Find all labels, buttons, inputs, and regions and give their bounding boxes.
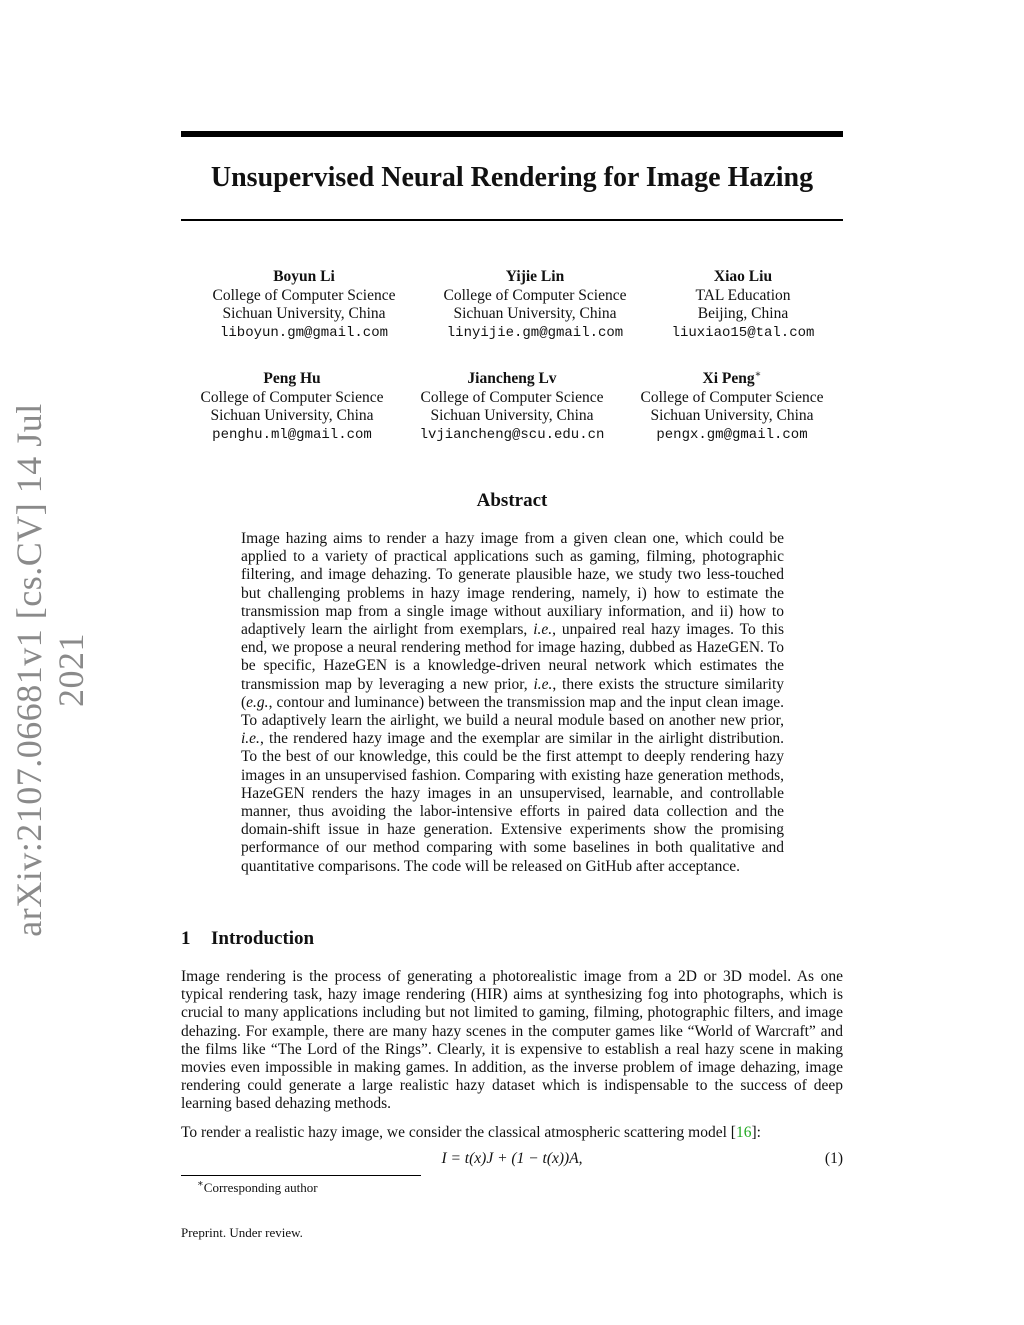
- abstract-body: [241, 530, 784, 876]
- abstract-italic: i.e.: [533, 675, 553, 693]
- title-rule-top: [181, 131, 843, 137]
- author-affiliation: College of Computer Science: [200, 388, 384, 406]
- equation-1: [181, 1150, 843, 1170]
- abstract-text: , unpaired real hazy images. To this end, we propose a neural rendering method for image hazing, dubbed as HazeGEN. To be specific, HazeGEN is a knowledge-driven neural network which estimates the transmission map by leveraging a new prior,: [241, 621, 784, 693]
- author-email: penghu.ml@gmail.com: [212, 426, 372, 443]
- abstract-italic: e.g.: [246, 693, 269, 711]
- author-email: liboyun.gm@gmail.com: [219, 324, 389, 341]
- author-name: Peng Hu: [263, 370, 321, 387]
- equation-text: I = t(x)J + (1 − t(x))A,: [441, 1150, 583, 1167]
- author-affiliation: College of Computer Science: [443, 286, 627, 304]
- abstract-text: Image hazing aims to render a hazy image from a given clean one, which could be applied to a variety of practical applications such as gaming, filming, photographic filtering, and image dehazing. To generate plausible haze, we study two less-touched but challenging problems in hazy image rendering, namely, i) how to estimate the transmission map from a single image without auxiliary information, and ii) how to adaptively learn the airlight from exemplars,: [241, 530, 784, 639]
- title-rule-bottom: [181, 219, 843, 221]
- section-heading: [181, 928, 314, 950]
- author-email: liuxiao15@tal.com: [671, 324, 815, 341]
- author-name: [617, 370, 847, 389]
- arxiv-side-label: arXiv:2107.06681v1 [cs.CV] 14 Jul 2021: [9, 403, 91, 937]
- abstract-italic: i.e.: [241, 730, 260, 748]
- author-university: Sichuan University, China: [222, 305, 386, 322]
- citation-link[interactable]: 16: [735, 1124, 752, 1141]
- author-affiliation: TAL Education: [695, 286, 791, 304]
- author-block: [420, 268, 650, 342]
- section-title: Introduction: [211, 928, 315, 949]
- author-name: Jiancheng Lv: [467, 370, 557, 387]
- corresponding-mark: ∗: [754, 368, 762, 380]
- intro-paragraph-2: [181, 1124, 843, 1142]
- preprint-footer: Preprint. Under review.: [181, 1225, 303, 1240]
- author-affiliation: College of Computer Science: [212, 286, 396, 304]
- author-university: Sichuan University, China: [650, 407, 814, 424]
- author-block: [628, 268, 858, 342]
- paper-title: Unsupervised Neural Rendering for Image Hazing: [210, 162, 814, 193]
- author-email: linyijie.gm@gmail.com: [446, 324, 624, 341]
- author-name-text: Xi Peng: [702, 370, 755, 387]
- author-block: [177, 370, 407, 444]
- abstract-italic: i.e.: [533, 621, 553, 639]
- abstract-text: , there exists the structure similarity (: [241, 675, 785, 711]
- abstract-text: , the rendered hazy image and the exemplar are similar in the airlight distribution. To the best of our knowledge, this could be the first attempt to deeply rendering hazy images in an unsupervised fashion. Comparing with existing haze generation methods, HazeGEN renders the hazy images in an unsupervised, learnable, and controllable manner, thus avoiding the labor-intensive efforts in paired data collection and the domain-shift issue in haze generation. Extensive experiments show the promising performance of our method comparing with some baselines in both qualitative and quantitative comparisons. The code will be released on GitHub after acceptance.: [241, 730, 784, 875]
- equation-number: (1): [824, 1150, 843, 1167]
- author-affiliation: College of Computer Science: [640, 388, 824, 406]
- author-university: Beijing, China: [697, 305, 789, 322]
- footnote-rule: [181, 1175, 421, 1176]
- author-block: [397, 370, 627, 444]
- author-block: [189, 268, 419, 342]
- intro-text: To render a realistic hazy image, we consider the classical atmospheric scattering model [: [181, 1124, 736, 1141]
- intro-paragraph-1: [181, 968, 843, 1114]
- author-name: Xiao Liu: [713, 268, 773, 285]
- abstract-text: , contour and luminance) between the transmission map and the input clean image. To adaptively learn the airlight, we build a neural module based on another new prior,: [241, 693, 784, 730]
- abstract-heading: Abstract: [476, 490, 548, 511]
- author-email: pengx.gm@gmail.com: [656, 426, 808, 443]
- author-email: lvjiancheng@scu.edu.cn: [419, 426, 605, 443]
- footnote-mark: ∗: [197, 1178, 204, 1190]
- author-university: Sichuan University, China: [430, 407, 594, 424]
- author-university: Sichuan University, China: [210, 407, 374, 424]
- intro-text: ]:: [751, 1124, 761, 1141]
- author-name: Yijie Lin: [505, 268, 565, 285]
- footnote-text: Corresponding author: [203, 1180, 318, 1195]
- author-block: [617, 370, 847, 444]
- author-name: Boyun Li: [273, 268, 335, 285]
- section-number: 1: [181, 928, 191, 949]
- intro-text: Image rendering is the process of generating a photorealistic image from a 2D or 3D model. As one typical rendering task, hazy image rendering (HIR) aims at synthesizing fog into photographs, which is crucial to many applications including but not limited to gaming, filming, photographic filters, and image dehazing. For example, there are many hazy scenes in the computer games like “World of Warcraft” and the films like “The Lord of the Rings”. Clearly, it is expensive to establish a real hazy scene in making movies even impossible in making games. In addition, as the inverse problem of image dehazing, image rendering could generate a large realistic hazy dataset which is indispensable to the success of deep learning based dehazing methods.: [181, 968, 843, 1113]
- author-university: Sichuan University, China: [453, 305, 617, 322]
- footnote: [197, 1180, 318, 1196]
- abstract-paragraph: [241, 530, 784, 876]
- author-affiliation: College of Computer Science: [420, 388, 604, 406]
